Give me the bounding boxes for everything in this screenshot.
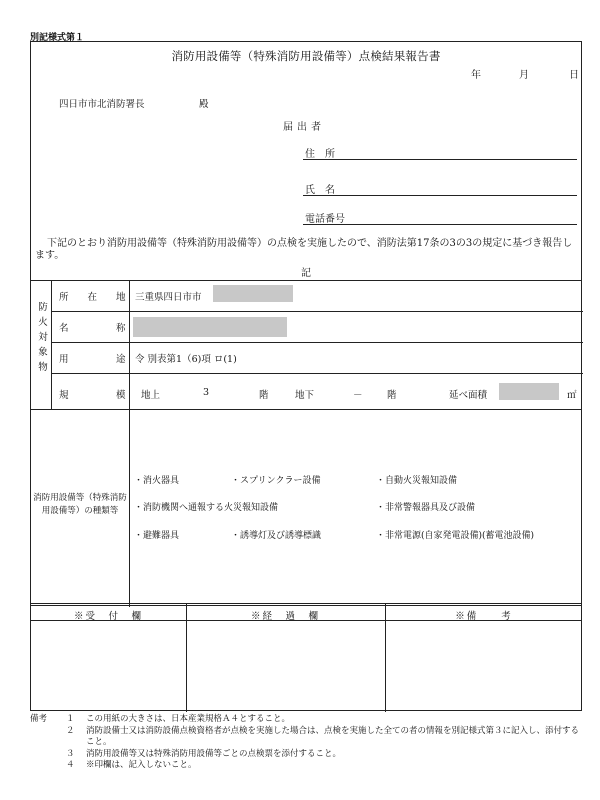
- equipment-item-emergency-alarm: ・非常警報器具及び設備: [376, 503, 476, 513]
- ki-mark: 記: [301, 268, 311, 279]
- addressee: [59, 96, 209, 110]
- notes-head: 備考: [30, 714, 48, 724]
- location-redaction: [213, 285, 293, 302]
- row-line-3: [51, 373, 583, 374]
- reporter-name-field[interactable]: [303, 181, 577, 196]
- addressee-honorific: 殿: [199, 99, 209, 110]
- reporter-address-field[interactable]: [303, 145, 577, 160]
- use-value: 令 別表第1（6)項 ロ(1): [135, 354, 237, 365]
- equipment-item-extinguisher: ・消火器具: [134, 476, 180, 486]
- date-year: 年: [471, 70, 481, 81]
- receipt-column-header: ※受 付 欄: [73, 611, 143, 622]
- row-line-2: [51, 342, 583, 343]
- form-title: 消防用設備等（特殊消防用設備等）点検結果報告書: [171, 49, 441, 63]
- progress-column-header: ※経 過 欄: [250, 611, 320, 622]
- floor-unit-above: 階: [259, 390, 269, 401]
- below-ground-label: 地下: [295, 390, 315, 401]
- equipment-item-sprinkler: ・スプリンクラー設備: [231, 476, 321, 486]
- fire-target-side-label: 防 火 対 象 物: [38, 302, 48, 373]
- reporter-phone-label: 電話番号: [305, 214, 345, 225]
- note-item: 備考 １ この用紙の大きさは、日本産業規格Ａ４とすること。: [30, 714, 291, 724]
- location-value: 三重県四日市市: [135, 292, 202, 303]
- note-item: ３ 消防用設備等又は特殊消防用設備等ごとの点検票を添付すること。: [66, 748, 342, 759]
- scale-label: 規 模: [59, 390, 126, 401]
- side-divider: [51, 280, 52, 410]
- above-ground-label: 地上: [141, 390, 161, 401]
- area-redaction: [499, 383, 559, 400]
- equipment-item-auto-fire-alarm: ・自動火災報知設備: [376, 476, 458, 486]
- date-day: 日: [569, 70, 579, 81]
- notes-section: [30, 714, 586, 772]
- addressee-name: 四日市市北消防署長: [59, 99, 145, 110]
- remarks-column-header: ※備 考: [455, 611, 513, 622]
- row-line-4: [31, 409, 581, 410]
- equipment-label: 消防用設備等（特殊消防用設備等）の種類等: [33, 493, 127, 516]
- reporter-phone-field[interactable]: [303, 210, 577, 225]
- equipment-item-fire-report: ・消防機関へ通報する火災報知設備: [134, 503, 279, 513]
- equipment-item-evacuation: ・避難器具: [134, 531, 180, 541]
- floor-area-label: 延べ面積: [449, 390, 488, 401]
- label-divider: [129, 280, 130, 607]
- reporter-address-label: 住 所: [305, 149, 335, 160]
- note-item: ４ ※印欄は、記入しないこと。: [66, 760, 197, 770]
- location-label: 所 在 地: [59, 292, 126, 303]
- remarks-box[interactable]: [387, 622, 581, 710]
- report-statement: 下記のとおり消防用設備等（特殊消防用設備等）の点検を実施したので、消防法第17条の3の3の規定に基づき報告します。: [35, 238, 573, 261]
- use-label: 用 途: [59, 354, 126, 365]
- table-top-line: [31, 280, 581, 281]
- name-label: 名 称: [59, 323, 126, 334]
- floors-above-value: 3: [203, 387, 210, 398]
- equipment-item-emergency-power: ・非常電源(自家発電設備)(蓄電池設備): [376, 531, 535, 541]
- section-double-line: [31, 603, 581, 606]
- report-form: [30, 41, 582, 711]
- receipt-box[interactable]: [32, 622, 185, 710]
- reporter-name-label: 氏 名: [305, 185, 335, 196]
- row-line-1: [51, 311, 583, 312]
- reporter-heading: 届出者: [283, 122, 325, 133]
- name-redaction: [133, 317, 287, 337]
- date-month: 月: [519, 70, 529, 81]
- equipment-item-guide-light: ・誘導灯及び誘導標識: [231, 531, 322, 541]
- floor-unit-below: 階: [387, 390, 397, 401]
- floors-below-value: －: [353, 390, 363, 401]
- note-item: ２ 消防設備士又は消防設備点検資格者が点検を実施した場合は、点検を実施した全ての者の情報を別記様式第３に記入し、添付すること。: [66, 725, 580, 747]
- progress-box[interactable]: [188, 622, 384, 710]
- form-label: 別記様式第１: [30, 33, 85, 43]
- area-unit: ㎡: [567, 390, 577, 401]
